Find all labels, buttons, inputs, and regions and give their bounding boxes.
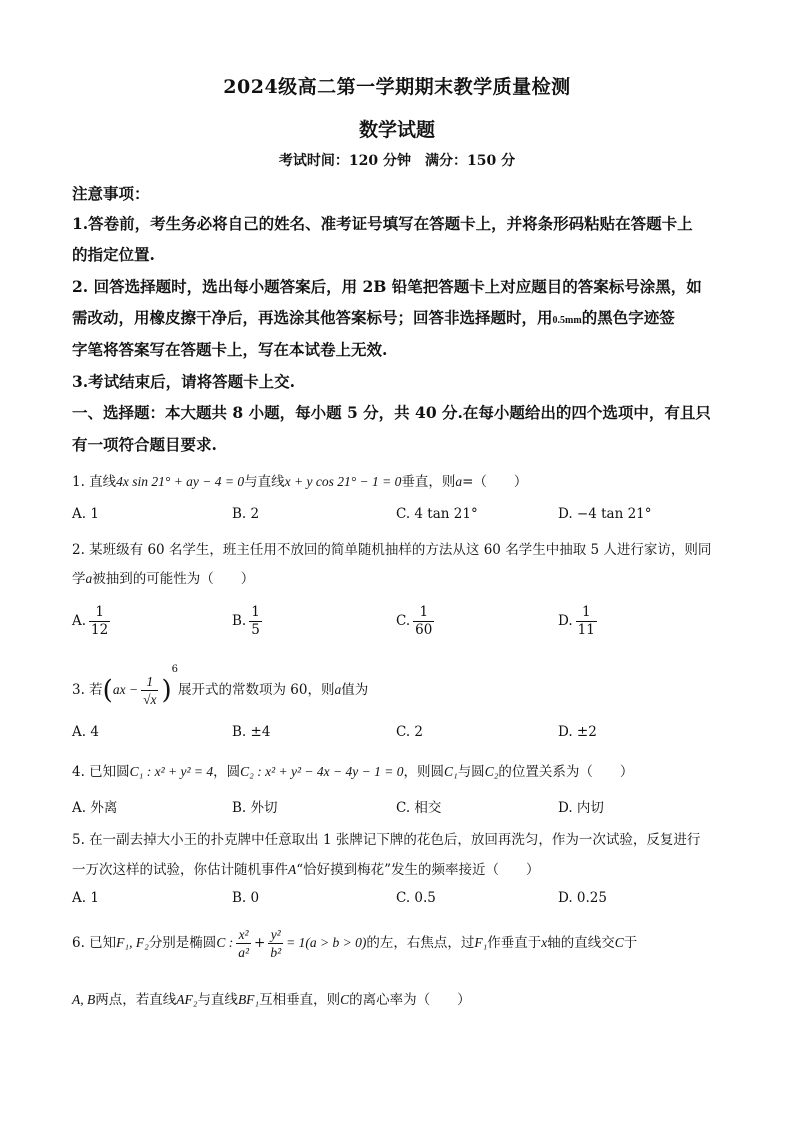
- q6-plus: +: [254, 935, 266, 951]
- q3-option-b: B. ±4: [232, 724, 271, 740]
- q6-frac-x-den: a²: [238, 945, 249, 960]
- q6-c-var-2: C: [340, 992, 350, 1007]
- q3-text-b: 展开式的常数项为 60，则: [178, 682, 335, 698]
- q6-f1: F₁: [474, 935, 488, 950]
- q1-var-a: a: [455, 474, 463, 489]
- question-6-line-2: [72, 988, 722, 1008]
- q6-frac-y-num: y²: [268, 926, 283, 944]
- q6-text-line2d: 互相垂直，则: [259, 992, 341, 1008]
- q6-text-a: 6. 已知: [72, 935, 117, 951]
- section-1-heading-line-2: 有一项符合题目要求.: [72, 435, 217, 454]
- q4-option-d: D. 内切: [558, 800, 604, 816]
- q2-option-a-num: 1: [89, 604, 110, 622]
- q4-text-d: 与圆: [457, 764, 485, 780]
- q6-ellipse-label: C :: [216, 935, 234, 950]
- q3-right-paren: ): [161, 675, 172, 706]
- q1-line-2-expr: x + y cos 21° − 1 = 0: [284, 474, 402, 489]
- q2-option-b: [232, 604, 265, 639]
- q2-option-c-num: 1: [413, 604, 434, 622]
- q5-event-a: A: [288, 862, 297, 877]
- q3-frac-num: 1: [141, 673, 158, 691]
- q6-c-var: C: [614, 935, 624, 950]
- exam-info: 考试时间：120 分钟 满分：150 分: [278, 153, 516, 169]
- q2-option-b-num: 1: [251, 604, 260, 620]
- section-1-heading-line-1: 一、选择题：本大题共 8 小题，每小题 5 分，共 40 分.在每小题给出的四个选项中，有且只: [72, 403, 711, 422]
- q1-text-c: 垂直，则: [401, 474, 456, 490]
- q5-option-b: B. 0: [232, 890, 260, 906]
- q4-option-c: C. 相交: [396, 800, 442, 816]
- exam-subtitle: 数学试题: [358, 119, 435, 141]
- question-5-line-1: 5. 在一副去掉大小王的扑克牌中任意取出 1 张牌记下牌的花色后，放回再洗匀，作为一次试验，反复进行: [72, 832, 701, 848]
- note-2-unit: 0.5mm: [552, 315, 582, 326]
- q4-circle-1-expr: C₁ : x² + y² = 4: [129, 764, 214, 779]
- q2-text-c: 被抽到的可能性为（ ）: [92, 571, 255, 587]
- q6-text-e: 轴的直线交: [547, 935, 615, 951]
- q2-option-a-label: A.: [72, 613, 87, 629]
- q2-option-c-label: C.: [396, 613, 411, 629]
- q2-option-a-den: 12: [91, 622, 109, 638]
- q3-option-a: A. 4: [72, 724, 99, 740]
- q1-option-b: B. 2: [232, 506, 260, 522]
- question-6-line-1: [72, 926, 722, 961]
- q6-x-var: x: [541, 935, 548, 950]
- q6-frac-x-num: x²: [236, 926, 251, 944]
- q4-text-e: 的位置关系为（ ）: [498, 764, 634, 780]
- q6-foci: F₁, F₂: [116, 935, 149, 950]
- q3-frac-den: √x: [143, 692, 157, 707]
- note-2-line-3: 字笔将答案写在答题卡上，写在本试卷上无效.: [72, 340, 388, 359]
- q6-text-b: 分别是椭圆: [148, 935, 217, 951]
- question-5-line-2: [72, 858, 722, 878]
- q1-text-b: 与直线: [244, 474, 285, 490]
- q4-text-c: ，则圆: [403, 764, 444, 780]
- q2-option-d-num: 1: [576, 604, 597, 622]
- q2-option-b-label: B.: [232, 613, 247, 629]
- q4-circle-2-expr: C₂ : x² + y² − 4x − 4y − 1 = 0: [240, 764, 404, 779]
- q5-text-a: 一万次这样的试验，你估计随机事件: [72, 862, 288, 878]
- q3-text-a: 3. 若: [72, 682, 103, 698]
- question-2-line-1: 2. 某班级有 60 名学生，班主任用不放回的简单随机抽样的方法从这 60 名学生中抽取 5 人进行家访，则同: [72, 542, 712, 558]
- q3-var-a: a: [334, 682, 342, 697]
- q2-option-d-label: D.: [558, 613, 573, 629]
- q6-line-af2: AF₂: [176, 992, 198, 1007]
- q1-option-c: C. 4 tan 21°: [396, 506, 478, 522]
- q2-var-a: a: [85, 571, 93, 586]
- q4-text-a: 4. 已知圆: [72, 764, 130, 780]
- q5-option-d: D. 0.25: [558, 890, 607, 906]
- q6-line-bf1: BF₁: [237, 992, 260, 1007]
- note-2-text-c: 的黑色字迹签: [581, 308, 675, 327]
- q6-text-line2e: 的离心率为（ ）: [349, 992, 471, 1008]
- q2-option-a: [72, 604, 113, 639]
- exam-title: 2024级高二第一学期期末教学质量检测: [223, 76, 571, 98]
- q6-condition: = 1(a > b > 0): [286, 935, 367, 950]
- q3-left-paren: (: [102, 675, 113, 706]
- q1-text-d: =（ ）: [462, 474, 528, 490]
- note-2-text-a: 需改动，用橡皮擦干净后，再选涂其他答案标号；回答非选择题时，用: [72, 308, 553, 327]
- q4-text-b: ，圆: [213, 764, 241, 780]
- note-3: 3.考试结束后，请将答题卡上交.: [72, 372, 296, 391]
- note-2-line-1: 2. 回答选择题时，选出每小题答案后，用 2B 铅笔把答题卡上对应题目的答案标号涂黑，如: [72, 277, 702, 296]
- q5-option-c: C. 0.5: [396, 890, 436, 906]
- q3-exponent: 6: [171, 664, 178, 675]
- q2-option-c-den: 60: [415, 622, 433, 638]
- q2-option-d: [558, 604, 600, 639]
- q4-option-b: B. 外切: [232, 800, 278, 816]
- q6-frac-y-den: b²: [270, 945, 282, 960]
- q1-text-a: 1. 直线: [72, 474, 117, 490]
- q2-option-b-den: 5: [251, 622, 260, 638]
- q2-option-d-den: 11: [577, 622, 595, 638]
- q6-text-g: 于: [623, 935, 638, 951]
- q3-option-d: D. ±2: [558, 724, 597, 740]
- q1-option-a: A. 1: [72, 506, 99, 522]
- q1-line-1-expr: 4x sin 21° + ay − 4 = 0: [116, 474, 245, 489]
- notes-heading: 注意事项：: [72, 184, 150, 203]
- note-1-line-1: 1.答卷前，考生务必将自己的姓名、准考证号填写在答题卡上，并将条形码粘贴在答题卡上: [72, 214, 693, 233]
- q5-option-a: A. 1: [72, 890, 99, 906]
- q3-expr-ax: ax −: [112, 682, 139, 697]
- q6-points-ab: A, B: [72, 992, 96, 1007]
- q1-option-d: D. −4 tan 21°: [558, 506, 652, 522]
- note-1-line-2: 的指定位置.: [72, 245, 155, 264]
- q6-text-line2c: 与直线: [197, 992, 238, 1008]
- q4-c1-symbol: C₁: [443, 764, 458, 779]
- q6-text-line2b: 两点，若直线: [95, 992, 177, 1008]
- q2-text-a: 学: [72, 571, 86, 587]
- note-2-line-2: [72, 306, 722, 328]
- q2-option-c: [396, 604, 437, 639]
- q6-text-d: 作垂直于: [487, 935, 542, 951]
- q3-text-c: 值为: [341, 682, 369, 698]
- question-3: [72, 664, 722, 708]
- q5-text-c: “恰好摸到梅花”发生的频率接近（ ）: [296, 862, 540, 878]
- question-2-line-2: [72, 567, 722, 587]
- q6-text-c: 的左，右焦点，过: [366, 935, 475, 951]
- question-1: [72, 470, 722, 490]
- q3-option-c: C. 2: [396, 724, 424, 740]
- q4-option-a: A. 外离: [72, 800, 118, 816]
- question-4: [72, 760, 722, 780]
- q4-c2-symbol: C₂: [484, 764, 499, 779]
